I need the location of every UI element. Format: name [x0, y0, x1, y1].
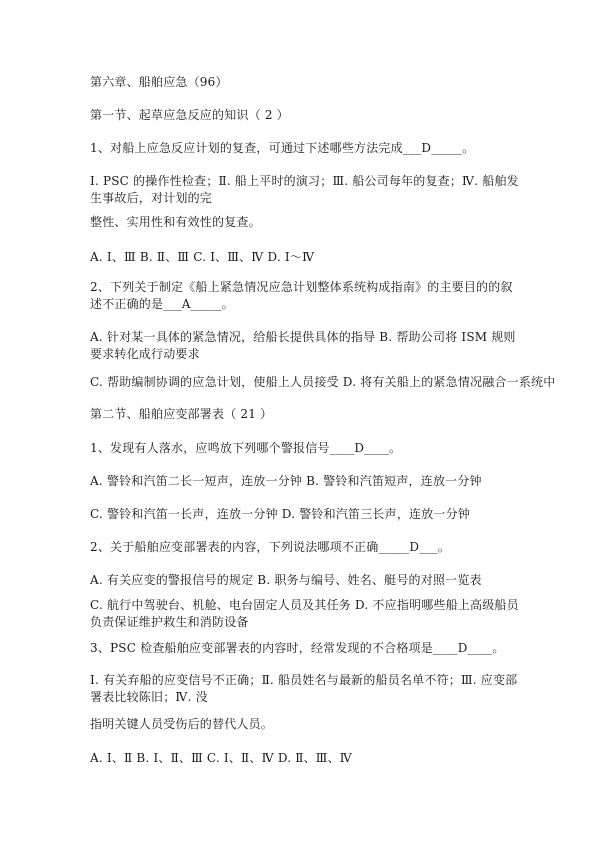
answer-options-cd: C. 警铃和汽笛一长声，连放一分钟 D. 警铃和汽笛三长声，连放一分钟: [90, 507, 471, 521]
question-stem: 1、对船上应急反应计划的复查，可通过下述哪些方法完成___D_____。: [90, 141, 475, 155]
chapter-title: 第六章、船舶应急（96）: [90, 75, 228, 89]
question-stem: 1、发现有人落水，应鸣放下列哪个警报信号____D____。: [90, 441, 402, 455]
answer-options: A. Ⅰ、Ⅱ B. Ⅰ、Ⅱ、Ⅲ C. Ⅰ、Ⅱ、Ⅳ D. Ⅱ、Ⅲ、Ⅳ: [90, 751, 352, 765]
answer-options-cd: C. 航行中驾驶台、机舱、电台固定人员及其任务 D. 不应指明哪些船上高级船员负责保证维护救生和消防设备: [90, 598, 519, 629]
answer-options-ab: A. 针对某一具体的紧急情况，给船长提供具体的指导 B. 帮助公司将 ISM 规则要求转化成行动要求: [90, 330, 516, 361]
section-title: 第一节、起草应急反应的知识（ 2 ）: [90, 108, 289, 122]
question-stem: 2、关于船舶应变部署表的内容，下列说法哪项不正确_____D___。: [90, 540, 451, 554]
question-items: Ⅰ. 有关弃船的应变信号不正确；Ⅱ. 船员姓名与最新的船员名单不符；Ⅲ. 应变部署表比较陈旧；Ⅳ. 没: [90, 673, 518, 704]
answer-options: A. Ⅰ、Ⅲ B. Ⅱ、Ⅲ C. Ⅰ、Ⅲ、Ⅳ D. Ⅰ～Ⅳ: [90, 250, 315, 264]
question-items-continued: 指明关键人员受伤后的替代人员。: [90, 717, 274, 731]
question-items: Ⅰ. PSC 的操作性检查；Ⅱ. 船上平时的演习；Ⅲ. 船公司每年的复查；Ⅳ. 船舶发生事故后，对计划的完: [90, 174, 519, 205]
answer-options-cd: C. 帮助编制协调的应急计划，使船上人员接受 D. 将有关船上的紧急情况融合一系统中: [90, 375, 556, 389]
section-title: 第二节、船舶应变部署表（ 21 ）: [90, 407, 273, 421]
answer-options-ab: A. 有关应变的警报信号的规定 B. 职务与编号、姓名、艇号的对照一览表: [90, 573, 482, 587]
answer-options-ab: A. 警铃和汽笛二长一短声，连放一分钟 B. 警铃和汽笛短声，连放一分钟: [90, 474, 482, 488]
question-items-continued: 整性、实用性和有效性的复查。: [90, 215, 261, 229]
question-stem: 2、下列关于制定《船上紧急情况应急计划整体系统构成指南》的主要目的的叙述不正确的是___A_____。: [90, 280, 513, 311]
question-stem: 3、PSC 检查船舶应变部署表的内容时，经常发现的不合格项是____D____。: [90, 641, 505, 655]
